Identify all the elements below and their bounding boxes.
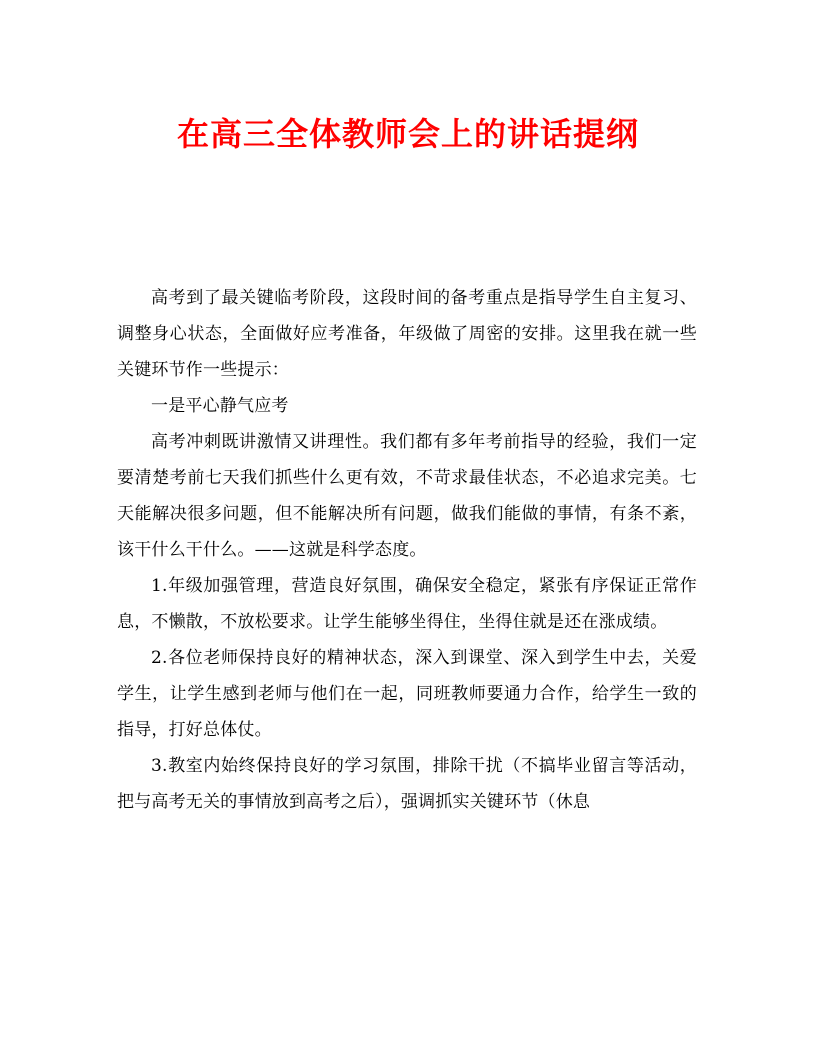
document-title: 在高三全体教师会上的讲话提纲: [176, 115, 639, 153]
document-body: [117, 280, 697, 820]
paragraph-item-1: 1.年级加强管理，营造良好氛围，确保安全稳定，紧张有序保证正常作息，不懒散，不放松要求。让学生能够坐得住，坐得住就是还在涨成绩。: [117, 576, 697, 632]
paragraph-intro: 高考到了最关键临考阶段，这段时间的备考重点是指导学生自主复习、调整身心状态，全面做好应考准备，年级做了周密的安排。这里我在就一些关键环节作一些提示：: [117, 288, 697, 380]
paragraph-heading-1: 一是平心静气应考: [151, 396, 289, 416]
paragraph-sprint: 高考冲刺既讲激情又讲理性。我们都有多年考前指导的经验，我们一定要清楚考前七天我们抓些什么更有效，不苛求最佳状态，不必追求完美。七天能解决很多问题，但不能解决所有问题，做我们能做的事情，有条不紊，该干什么干什么。——这就是科学态度。: [117, 432, 697, 560]
paragraph-item-3: 3.教室内始终保持良好的学习氛围，排除干扰（不搞毕业留言等活动，把与高考无关的事情放到高考之后），强调抓实关键环节（休息: [117, 756, 697, 812]
paragraph-item-2: 2.各位老师保持良好的精神状态，深入到课堂、深入到学生中去，关爱学生，让学生感到老师与他们在一起，同班教师要通力合作，给学生一致的指导，打好总体仗。: [117, 648, 697, 740]
